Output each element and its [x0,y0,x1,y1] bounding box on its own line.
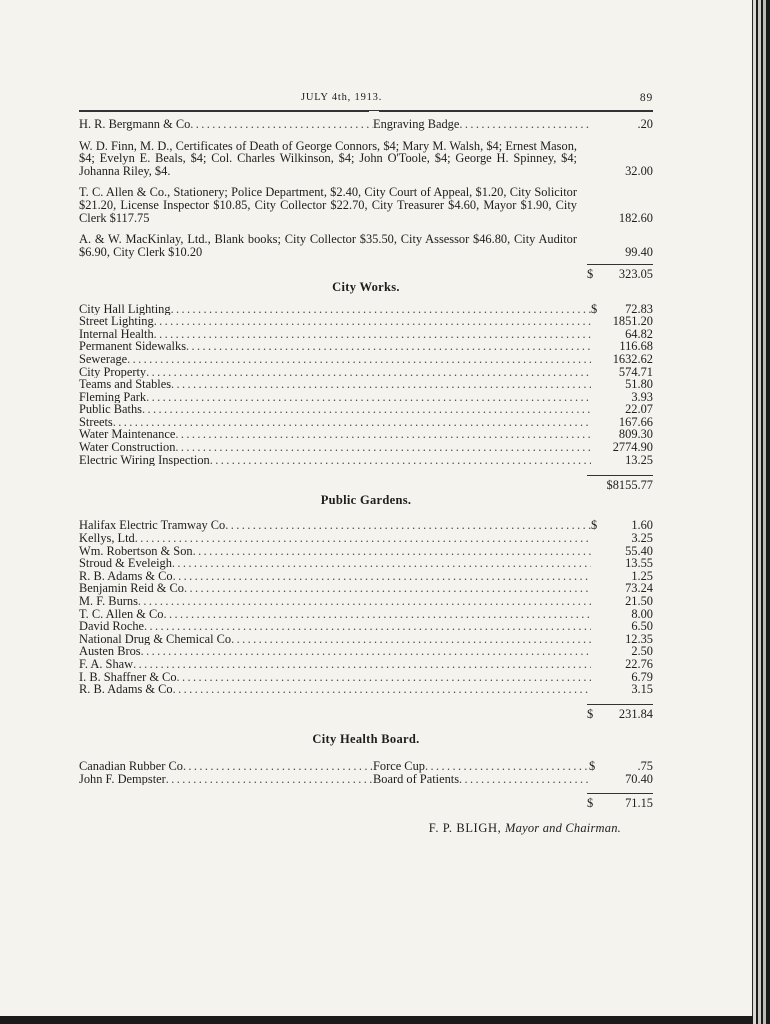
account-label: David Roche [79,620,145,633]
section-total [79,475,653,492]
leader-dots [146,366,591,379]
leader-dots [175,441,591,454]
account-row [79,353,653,366]
leader-dots [172,557,591,570]
total-amount: 231.84 [618,706,653,721]
account-row [79,366,653,379]
leader-dots [142,403,591,416]
item: Force Cup [373,759,425,773]
account-label: Water Maintenance [79,428,176,442]
leader-dots [175,428,591,441]
total-amount: 71.15 [625,796,653,811]
account-row [79,570,653,583]
leader-dots [171,303,591,316]
leader-dots [138,595,591,608]
leader-dots [193,545,591,558]
payee: John F. Dempster [79,772,166,786]
total-amount: 323.05 [618,267,653,282]
amount: 73.24 [625,582,653,595]
account-row [79,557,653,570]
amount: 55.40 [625,544,653,558]
account-row [79,773,653,786]
leader-dots [141,645,591,658]
amount: 574.71 [618,365,653,379]
account-label: T. C. Allen & Co [79,607,164,621]
item: Board of Patients [373,772,460,786]
leader-dots [133,658,591,671]
amount: 22.07 [625,403,653,416]
dollar-sign: $ [589,758,596,773]
account-label: Benjamin Reid & Co [79,582,184,595]
account-label: Halifax Electric Tramway Co [79,519,226,533]
signature-name: F. P. BLIGH, [428,820,502,835]
leader-dots [186,340,591,353]
section-heading-public-gardens: Public Gardens. [320,492,412,507]
leader-dots [144,620,591,633]
amount: 3.15 [631,683,653,696]
leader-dots [135,532,591,545]
amount: 21.50 [625,595,653,608]
account-label: Electric Wiring Inspection [79,453,210,467]
account-row [79,454,653,467]
page-edge [753,0,756,1024]
account-label: National Drug & Chemical Co [79,632,232,646]
account-row [79,303,653,316]
amount: .20 [637,117,653,131]
signature-title: Mayor and Chairman. [505,820,621,835]
account-row [79,340,653,353]
account-label: Streets [79,415,113,429]
account-row [79,428,653,441]
account-label: R. B. Adams & Co [79,683,173,696]
section-total [79,264,653,281]
page-edge [763,0,766,1024]
payee: H. R. Bergmann & Co [79,118,191,131]
account-row [79,645,653,658]
dollar-sign: $ [591,519,598,533]
dollar-sign: $ [591,302,598,316]
account-row [79,608,653,621]
account-label: Permanent Sidewalks [79,340,187,353]
page-number: 89 [639,92,653,104]
leader-dots [127,353,591,366]
account-label: Public Baths [79,403,142,416]
amount: 51.80 [625,378,653,391]
account-row [79,658,653,671]
total-dollar: $ [587,796,594,811]
paragraph-amount: 32.00 [625,163,653,178]
account-label: Internal Health [79,327,154,341]
public-gardens-list [79,519,653,695]
header-title: JULY 4th, 1913. [301,92,383,103]
total-dollar: $ [587,267,594,282]
amount: 2774.90 [612,441,653,454]
account-label: Wm. Robertson & Son [79,544,193,558]
amount: 6.50 [631,620,653,633]
account-row [79,633,653,646]
account-label: Austen Bros [79,645,141,658]
account-row [79,328,653,341]
account-row [79,391,653,404]
paragraph-amount: 99.40 [625,244,653,259]
account-paragraph [79,186,653,224]
leader-dots [163,608,591,621]
amount: 6.79 [631,670,653,684]
page-content [79,88,653,834]
account-row [79,315,653,328]
amount: 70.40 [625,771,653,786]
account-row [79,118,653,131]
amount: 8.00 [631,607,653,621]
account-label: Kellys, Ltd [79,532,135,545]
account-row [79,416,653,429]
amount: 13.55 [625,557,653,570]
account-row [79,760,653,773]
account-label: City Hall Lighting [79,302,171,316]
leader-dots [171,378,591,391]
section-heading-city-health-board: City Health Board. [312,732,420,747]
total-dollar: $ [587,706,594,721]
amount: 72.83 [625,302,653,316]
account-row [79,545,653,558]
account-label: F. A. Shaw [79,657,134,671]
account-label: I. B. Shaffner & Co [79,670,177,684]
leader-dots [225,519,591,532]
amount: 22.76 [625,657,653,671]
leader-dots [113,416,591,429]
account-row [79,582,653,595]
amount: 13.25 [625,453,653,467]
amount: 1.60 [631,519,653,533]
leader-dots [154,328,591,341]
leader-dots [173,570,591,583]
running-header [79,88,653,106]
account-paragraph [79,233,653,258]
account-label: Water Construction [79,441,176,454]
header-rule [79,110,653,112]
amount: 3.25 [631,532,653,545]
amount: 3.93 [631,390,653,404]
payee: Canadian Rubber Co [79,759,183,773]
amount: 64.82 [625,327,653,341]
page-edge [758,0,761,1024]
account-row [79,441,653,454]
amount: 116.68 [619,340,653,353]
amount: .75 [637,758,653,773]
account-label: Street Lighting [79,315,154,328]
account-row [79,620,653,633]
leader-dots [210,454,591,467]
account-label: Sewerage [79,352,128,366]
leader-dots [231,633,591,646]
account-label: M. F. Burns [79,595,138,608]
item: Engraving Badge [373,118,460,131]
leader-dots [184,582,591,595]
account-label: R. B. Adams & Co [79,569,173,583]
paragraph-amount: 182.60 [618,210,653,225]
amount: 2.50 [631,645,653,658]
account-label: Stroud & Eveleigh [79,557,172,570]
section-total [79,793,653,810]
leader-dots [173,683,591,696]
account-row [79,378,653,391]
paragraph-text: T. C. Allen & Co., Stationery; Police Department, $2.40, City Court of Appeal, $1.20, City Solicitor $21.20, License Inspector $10.85, City Collector $22.70, City Treasurer $4.60, Mayor $1.90, City Clerk $117.75 [79,185,577,225]
account-paragraph [79,140,653,178]
leader-dots [154,315,591,328]
account-label: City Property [79,365,147,379]
city-works-list [79,303,653,467]
account-row [79,403,653,416]
amount: 167.66 [618,415,653,429]
amount: 12.35 [625,632,653,646]
paragraph-text: A. & W. MacKinlay, Ltd., Blank books; City Collector $35.50, City Assessor $46.80, City Auditor $6.90, City Clerk $10.20 [79,232,577,259]
account-label: Fleming Park [79,390,147,404]
amount: 809.30 [618,428,653,442]
total-amount: $8155.77 [606,478,653,493]
account-row [79,532,653,545]
account-row [79,519,653,532]
amount: 1632.62 [612,352,653,366]
account-label: Teams and Stables [79,378,172,391]
section-heading-city-works: City Works. [332,279,400,294]
account-row [79,595,653,608]
amount: 1.25 [631,569,653,583]
account-row [79,671,653,684]
amount: 1851.20 [612,315,653,328]
signature-line [79,822,653,835]
city-health-board-list [79,760,653,785]
account-row [79,683,653,696]
section-total [79,704,653,721]
leader-dots [177,671,591,684]
leader-dots [146,391,591,404]
paragraph-text: W. D. Finn, M. D., Certificates of Death of George Connors, $4; Mary M. Walsh, $4; Ernest Mason, $4; Evelyn E. Beals, $4; Col. Charles Wilkinson, $4; John O'Toole, $4; George H. Spinney, $4; Johanna Riley, $4. [79,138,577,178]
